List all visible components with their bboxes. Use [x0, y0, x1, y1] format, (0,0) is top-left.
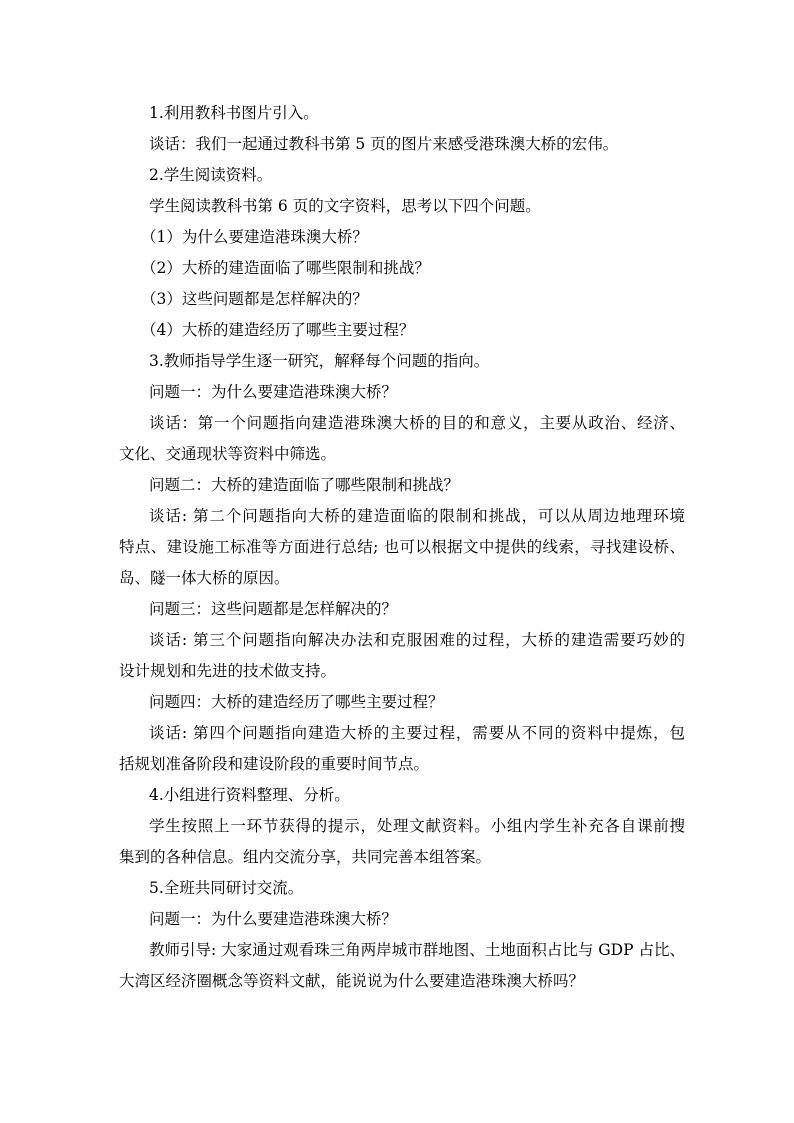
paragraph-line: 文化、交通现状等资料中筛选。: [119, 445, 337, 463]
step-1-heading: 1.利用教科书图片引入。: [149, 104, 319, 122]
step-3-heading: 3.教师指导学生逐一研究，解释每个问题的指向。: [149, 352, 490, 370]
step-5-heading: 5.全班共同研讨交流。: [149, 879, 304, 897]
document-body: [119, 98, 685, 997]
paragraph-talk-1: 谈话：我们一起通过教科书第 5 页的图片来感受港珠澳大桥的宏伟。: [149, 135, 619, 153]
question-item-3: （3）这些问题都是怎样解决的？: [141, 290, 368, 308]
paragraph-line: 特点、建设施工标准等方面进行总结; 也可以根据文中提供的线索，寻找建设桥、: [119, 538, 685, 556]
paragraph-line: 大湾区经济圈概念等资料文献，能说说为什么要建造港珠澳大桥吗？: [119, 972, 585, 990]
paragraph-line: 谈话: 第四个问题指向建造大桥的主要过程，需要从不同的资料中提炼，包: [149, 724, 685, 742]
step-4-heading: 4.小组进行资料整理、分析。: [149, 786, 350, 804]
paragraph-line: 括规划准备阶段和建设阶段的重要时间节点。: [119, 755, 430, 773]
question-item-2: （2）大桥的建造面临了哪些限制和挑战？: [141, 259, 430, 277]
paragraph-line: 集到的各种信息。组内交流分享，共同完善本组答案。: [119, 848, 492, 866]
step-2-heading: 2.学生阅读资料。: [149, 166, 273, 184]
paragraph-line: 岛、隧一体大桥的原因。: [119, 569, 290, 587]
paragraph-line: 谈话：第一个问题指向建造港珠澳大桥的目的和意义，主要从政治、经济、: [149, 414, 685, 432]
question-four-heading: 问题四：大桥的建造经历了哪些主要过程？: [149, 693, 444, 711]
paragraph-line: 谈话: 第二个问题指向大桥的建造面临的限制和挑战，可以从周边地理环境: [149, 507, 685, 525]
paragraph-line: 教师引导: 大家通过观看珠三角两岸城市群地图、土地面积占比与 GDP 占比、: [149, 941, 685, 959]
question-one-heading-repeat: 问题一：为什么要建造港珠澳大桥？: [149, 910, 398, 928]
question-two-heading: 问题二：大桥的建造面临了哪些限制和挑战？: [149, 476, 460, 494]
paragraph-line: 学生按照上一环节获得的提示，处理文献资料。小组内学生补充各自课前搜: [149, 817, 685, 835]
paragraph-reading: 学生阅读教科书第 6 页的文字资料，思考以下四个问题。: [149, 197, 541, 215]
question-item-4: （4）大桥的建造经历了哪些主要过程？: [141, 321, 415, 339]
question-item-1: （1）为什么要建造港珠澳大桥？: [141, 228, 368, 246]
paragraph-line: 设计规划和先进的技术做支持。: [119, 662, 337, 680]
paragraph-line: 谈话: 第三个问题指向解决办法和克服困难的过程，大桥的建造需要巧妙的: [149, 631, 685, 649]
question-one-heading: 问题一：为什么要建造港珠澳大桥？: [149, 383, 398, 401]
question-three-heading: 问题三：这些问题都是怎样解决的？: [149, 600, 398, 618]
